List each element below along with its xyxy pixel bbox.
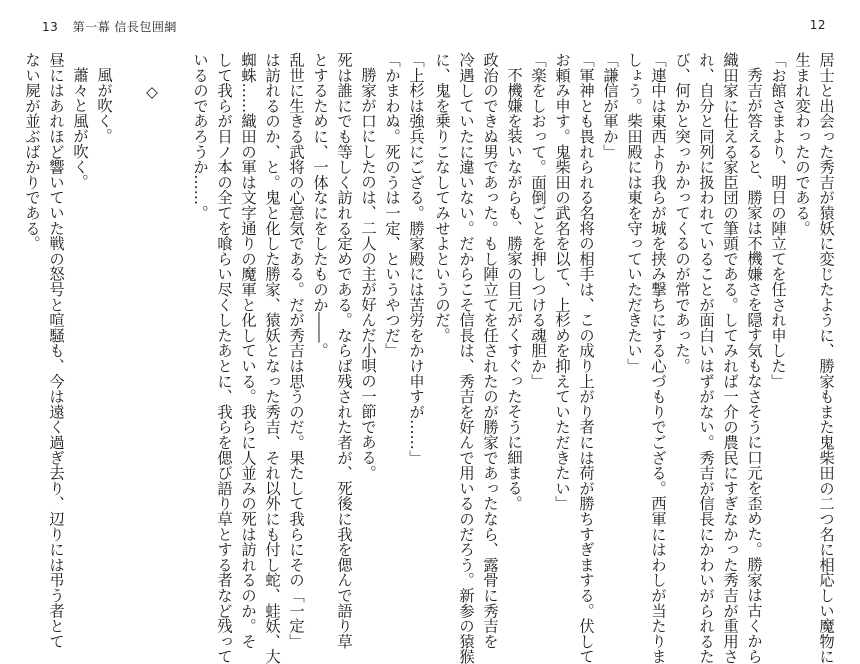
text-line: 勝家が口にしたのは、二人の主が好んだ小唄の一節である。 [359, 67, 377, 481]
text-line: は訪れるのか、と。鬼と化した勝家、猿妖となった秀吉、それ以外にも付し蛇、蛙妖、大 [263, 52, 281, 664]
text-line: に、鬼を乗りこなしてみせよというのだ。 [433, 52, 451, 343]
text-line: 政治のできぬ男であった。もし陣立てを任されたのが勝家であったなら、露骨に秀吉を [481, 52, 499, 649]
text-line: 「楽をしおって。面倒ごとを押しつける魂胆か」 [529, 52, 547, 389]
text-line: しょう。柴田殿には東を守っていただきたい」 [625, 52, 643, 374]
text-line: いるのであろうか……。 [191, 52, 209, 221]
text-line: 生まれ変わったのである。 [793, 52, 811, 236]
text-line: ない屍が並ぶばかりである。 [23, 52, 41, 251]
left-page-header [42, 18, 177, 35]
text-line: 冷遇していたに違いない。だからこそ信長は、秀吉を好んで用いるのだろう。新参の猿猴 [457, 52, 475, 664]
text-line: 不機嫌を装いながらも、勝家の目元がくすぐったそうに細まる。 [505, 67, 523, 511]
text-line: 風が吹く。 [95, 67, 113, 144]
text-line: 「かまわぬ。死のうは一定、というやつだ」 [383, 52, 401, 358]
text-line: 死は誰にでも等しく訪れる定めである。ならば残された者が、死後に我を偲んで語り草 [335, 52, 353, 649]
text-line: お頼み申す。鬼柴田の武名を以て、上杉めを抑えていただきたい」 [553, 52, 571, 511]
text-line: 「連中は東西より我らが城を挟み撃ちにする心づもりでござる。西軍にはわしが当たりま [649, 52, 667, 664]
text-line: 蕭々と風が吹く。 [71, 67, 89, 190]
text-line: れ、自分と同列に扱われていることが面白いはずがない。秀吉が信長にかわいがられるた [697, 52, 715, 664]
text-line: とするために、一体なにをしたものか――。 [311, 52, 329, 358]
text-line: 「謙信が軍か」 [601, 52, 619, 160]
chapter-title: 第一幕 信長包囲網 [72, 20, 177, 34]
text-line: して我らが日ノ本の全てを喰らい尽くしたあとに、我らを偲び語り草とする者など残って [215, 52, 233, 664]
blank-line [116, 52, 140, 592]
text-line: 「上杉は強兵にござる。勝家殿には苦労をかけ申すが……」 [407, 52, 425, 466]
scene-separator: ◇ [143, 82, 161, 101]
text-line: び、何かと突っかかってくるのが常であった。 [673, 52, 691, 374]
text-line: 織田家に仕える家臣団の筆頭である。してみれば一介の農民にすぎなかった秀吉が重用さ [721, 52, 739, 664]
right-page-number: 12 [809, 18, 826, 32]
right-page-header [810, 18, 826, 32]
right-page-body [433, 52, 838, 664]
text-line: 「軍神とも畏れられる名将の相手は、この成り上がり者には荷が勝ちすぎまする。伏して [577, 52, 595, 664]
left-page-number: 13 [42, 20, 59, 34]
text-line: 「お館さまより、明日の陣立てを任され申した」 [769, 52, 787, 389]
text-line: 居士と出会った秀吉が猿妖に変じたように、勝家もまた鬼柴田の二つ名に相応しい魔物に [817, 52, 835, 664]
text-line: 秀吉が答えると、勝家は不機嫌さを隠す気もなさそうに口元を歪めた。勝家は古くから [745, 67, 763, 664]
left-page-body [23, 52, 428, 664]
text-line: 乱世に生きる武将の心意気である。だが秀吉は思うのだ。果たして我らにその「一定」 [287, 52, 305, 649]
text-line: 昼にはあれほど響いていた戦の怒号と喧騒も、今は遠く過ぎ去り、辺りには弔う者とて [47, 52, 65, 649]
text-line: 蜘蛛……織田の軍は文字通りの魔軍と化している。我らに人並みの死は訪れるのか。そ [239, 52, 257, 649]
blank-line [164, 52, 188, 592]
